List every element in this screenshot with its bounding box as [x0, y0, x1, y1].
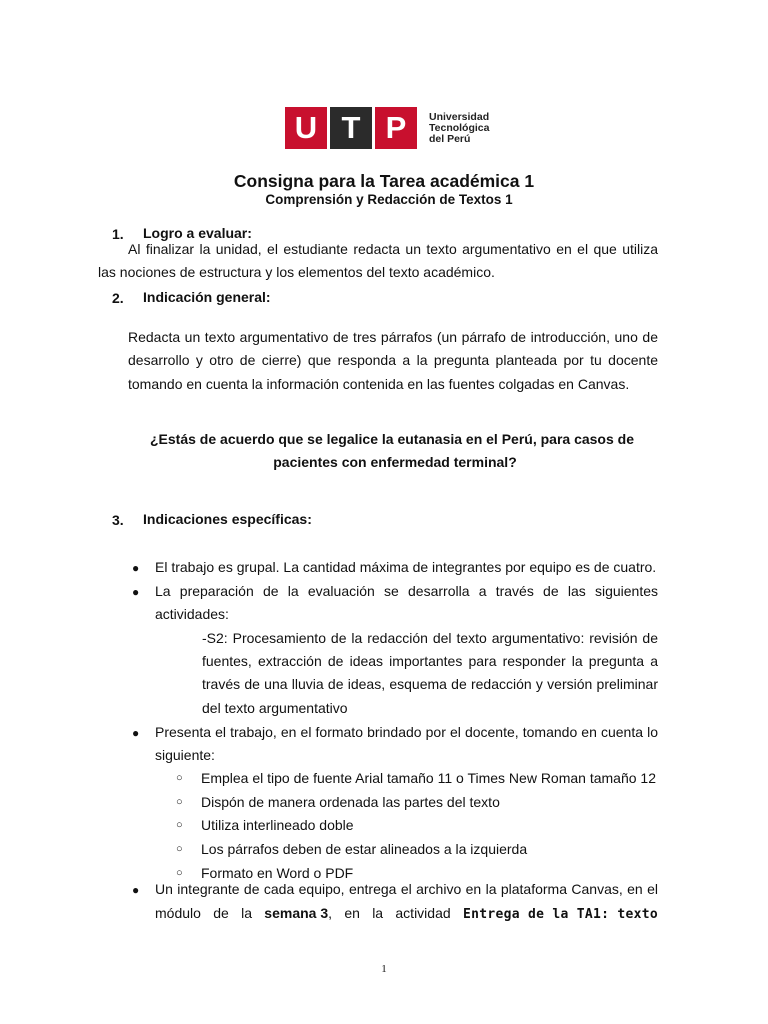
bullet1-text: El trabajo es grupal. La cantidad máxima de integrantes por equipo es de cuatro. — [155, 559, 657, 575]
question-line1: ¿Estás de acuerdo que se legalice la eutanasia en el Perú, para casos de — [150, 431, 634, 447]
bullet-dot-icon: ● — [132, 883, 140, 897]
section2-line3: tomando en cuenta la información contenida en las fuentes colgadas en Canvas. — [128, 376, 630, 392]
bullet3-line2: siguiente: — [155, 747, 215, 763]
section2-number: 2. — [112, 290, 124, 306]
logo-name-line3: del Perú — [429, 132, 471, 145]
circle-bullet-icon: ○ — [176, 843, 183, 855]
document-subtitle: Comprensión y Redacción de Textos 1 — [265, 192, 513, 207]
week-reference: semana 3, — [264, 905, 333, 921]
bullet-dot-icon: ● — [132, 561, 140, 575]
utp-logo — [285, 107, 489, 149]
word: la — [241, 905, 252, 921]
logo-letter-u: U — [285, 107, 327, 149]
bullet3-line1: Presenta el trabajo, en el formato brindado por el docente, tomando en cuenta lo — [155, 724, 658, 740]
word: módulo — [155, 905, 201, 921]
page-number: 1 — [381, 963, 387, 975]
section2-line1: Redacta un texto argumentativo de tres párrafos (un párrafo de introducción, uno de — [128, 329, 658, 345]
bullet-dot-icon: ● — [132, 726, 140, 740]
section2-heading: Indicación general: — [143, 289, 271, 305]
question-line2: pacientes con enfermedad terminal? — [273, 454, 517, 470]
bullet2-line1: La preparación de la evaluación se desarrolla a través de las siguientes — [155, 583, 658, 599]
section3-heading: Indicaciones específicas: — [143, 511, 312, 527]
word: actividad — [395, 905, 451, 921]
logo-letter-t: T — [330, 107, 372, 149]
logo-letter-p: P — [375, 107, 417, 149]
sub2-text: Dispón de manera ordenada las partes del texto — [201, 794, 500, 810]
logo-university-name — [429, 112, 489, 145]
sub3-text: Utiliza interlineado doble — [201, 817, 354, 833]
section1-line1: Al finalizar la unidad, el estudiante redacta un texto argumentativo en el que utiliza — [128, 241, 658, 257]
s2-line3: través de una lluvia de ideas, esquema de redacción y versión preliminar — [202, 676, 658, 692]
logo-name-line1: Universidad — [429, 110, 490, 123]
circle-bullet-icon: ○ — [176, 819, 183, 831]
section1-heading: Logro a evaluar: — [143, 225, 252, 241]
logo-name-line2: Tecnológica — [429, 121, 490, 134]
circle-bullet-icon: ○ — [176, 867, 183, 879]
circle-bullet-icon: ○ — [176, 796, 183, 808]
s2-line1: -S2: Procesamiento de la redacción del texto argumentativo: revisión de — [202, 630, 658, 646]
section1-number: 1. — [112, 226, 124, 242]
section3-number: 3. — [112, 512, 124, 528]
section1-line2: las nociones de estructura y los elementos del texto académico. — [98, 264, 495, 280]
sub5-text: Formato en Word o PDF — [201, 865, 354, 881]
word: la — [372, 905, 384, 921]
s2-line4: del texto argumentativo — [202, 700, 348, 716]
sub1-text: Emplea el tipo de fuente Arial tamaño 11 o Times New Roman tamaño 12 — [201, 770, 656, 786]
bullet4-line2 — [155, 902, 658, 926]
circle-bullet-icon: ○ — [176, 772, 183, 784]
bullet2-line2: actividades: — [155, 606, 229, 622]
section2-line2: desarrollo y otro de cierre) que responda a la pregunta planteada por tu docente — [128, 352, 658, 368]
word: en — [344, 905, 360, 921]
sub4-text: Los párrafos deben de estar alineados a la izquierda — [201, 841, 528, 857]
s2-line2: fuentes, extracción de ideas importantes para responder la pregunta a — [202, 653, 658, 669]
bullet-dot-icon: ● — [132, 585, 140, 599]
bullet4-line1: Un integrante de cada equipo, entrega el archivo en la plataforma Canvas, en el — [155, 881, 658, 897]
word: de — [213, 905, 229, 921]
document-title: Consigna para la Tarea académica 1 — [233, 171, 535, 191]
activity-name: Entrega de la TA1: texto — [462, 907, 658, 922]
